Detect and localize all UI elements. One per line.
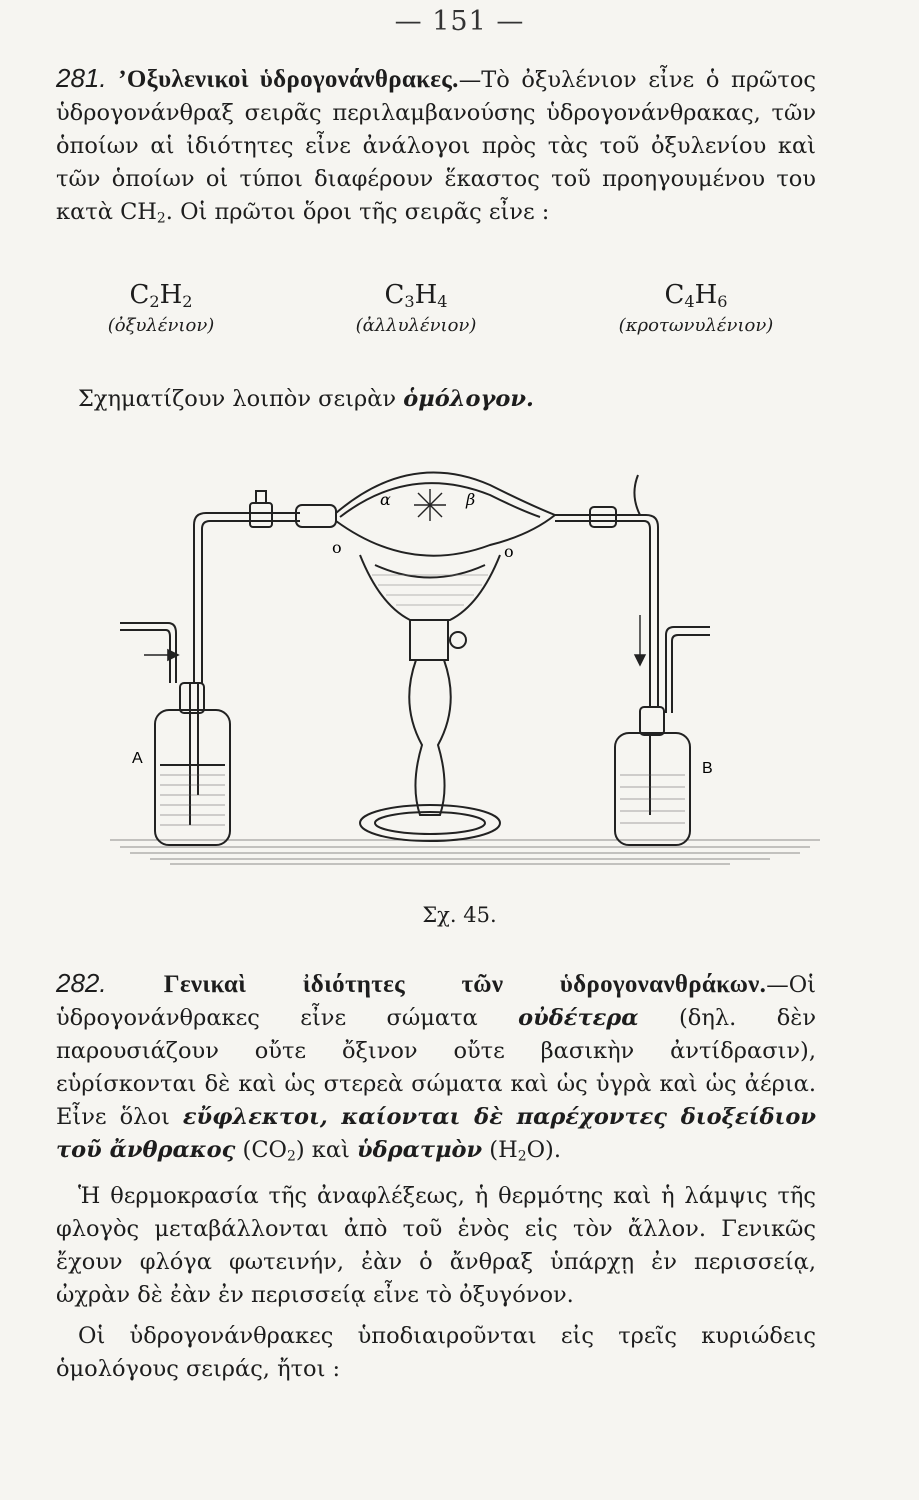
bold-steam: ὑδρατμὸν: [357, 1137, 483, 1163]
right-riser: [590, 475, 658, 707]
formula-name: (ὀξυλένιον): [107, 315, 215, 337]
apparatus-figure: [110, 455, 820, 895]
label-beta: β: [466, 490, 476, 509]
homolog-text: Σχηματίζουν λοιπὸν σειρὰν: [78, 386, 404, 412]
section-282-text: (: [482, 1137, 499, 1163]
homolog-sentence: [56, 383, 816, 416]
section-282-text: ) καὶ: [295, 1137, 358, 1163]
formula-c3h4: $C_3H_4$: [384, 280, 448, 312]
label-b: B: [702, 760, 713, 777]
bottle-b: [615, 627, 710, 845]
section-281-title: ’Οξυλενικοὶ ὑδρογονάνθρακες.: [118, 66, 459, 93]
section-281-text-end: . Οἱ πρῶτοι ὅροι τῆς σειρᾶς εἶνε :: [165, 199, 550, 225]
section-282-text: ).: [545, 1137, 561, 1163]
formula-list: [56, 280, 816, 360]
left-riser: [194, 513, 300, 683]
formula-c2h2: $C_2H_2$: [129, 280, 193, 312]
paragraph-series: Οἱ ὑδρογονάνθρακες ὑποδιαιροῦνται εἰς τρεῖς κυριώδεις ὁμολόγους σειράς, ἤτοι :: [56, 1323, 816, 1382]
bottle-a: [155, 683, 230, 845]
glass-bulb: [336, 473, 640, 556]
section-282-text: —Οἱ ὑδρογονάνθρακες εἶνε σώματα: [56, 972, 816, 1031]
inlet-arrow: [144, 650, 178, 660]
formula-name: (κροτωνυλένιον): [618, 315, 774, 337]
formula-ch2: $CH_2$: [120, 199, 166, 227]
section-282-text: (δηλ. δὲν παρουσιάζουν οὔτε ὄξινον οὔτε βασικὴν ἀντίδρασιν), εὑρίσκονται δὲ καὶ ὡς στερεὰ σώματα καὶ ὡς ὑγρὰ καὶ ὡς ἀέρια. Εἶνε ὅλοι: [56, 1005, 816, 1130]
formula-name: (ἀλλυλένιον): [355, 315, 477, 337]
outlet-arrow: [635, 615, 645, 665]
section-281-text: —Τὸ ὀξυλένιον εἶνε ὁ πρῶτος ὑδρογονάνθραξ σειρᾶς περιλαμβανούσης ὑδρογονάνθρακας, τῶν ὁποίων αἱ ἰδιότητες εἶνε ἀνάλογοι πρὸς τὰς τοῦ ὀξυλενίου καὶ τῶν ὁποίων οἱ τύποι διαφέρουν ἕκαστος τοῦ προηγουμένου του κατὰ: [56, 67, 816, 225]
section-282-text: (: [235, 1137, 252, 1163]
stand: [360, 555, 500, 841]
formula-item: [321, 280, 511, 336]
paragraph-flame: Ἡ θερμοκρασία τῆς ἀναφλέξεως, ἡ θερμότης καὶ ἡ λάμψις τῆς φλογὸς μεταβάλλονται ἀπὸ τοῦ ἑνὸς εἰς τὸν ἄλλον. Γενικῶς ἔχουν φλόγα φωτεινήν, ἐὰν ὁ ἄνθραξ ὑπάρχῃ ἐν περισσείᾳ, ὠχρὰν δὲ ἐὰν ἐν περισσείᾳ εἶνε τὸ ὀξυγόνον.: [56, 1183, 816, 1308]
formula-co2: $CO_2$: [251, 1137, 296, 1165]
page-number: — 151 —: [394, 6, 525, 37]
spark-icon: [414, 489, 446, 521]
label-alpha: α: [380, 490, 391, 509]
section-282: [56, 967, 816, 1173]
section-281: [56, 62, 816, 235]
bold-neutral: οὐδέτερα: [518, 1005, 639, 1031]
label-a: A: [132, 750, 143, 767]
bold-flammable: εὔφλεκτοι, καίονται δὲ παρέχοντες διοξείδιον τοῦ ἄνθρακος: [56, 1104, 816, 1163]
formula-item: [581, 280, 811, 336]
table-hatching: [110, 840, 820, 864]
formula-item: [76, 280, 246, 336]
section-282-title: Γενικαὶ ἰδιότητες τῶν ὑδρογονανθράκων.: [163, 971, 767, 998]
figure-caption: Σχ. 45.: [422, 903, 497, 927]
formula-c4h6: $C_4H_6$: [664, 280, 728, 312]
label-o-left: o: [332, 538, 342, 557]
section-281-number: 281.: [56, 63, 107, 93]
formula-h2o: $H_2O$: [498, 1137, 546, 1165]
section-282-number: 282.: [56, 968, 107, 998]
homolog-bold: ὁμόλογον.: [403, 386, 534, 412]
label-o-right: o: [504, 542, 514, 561]
